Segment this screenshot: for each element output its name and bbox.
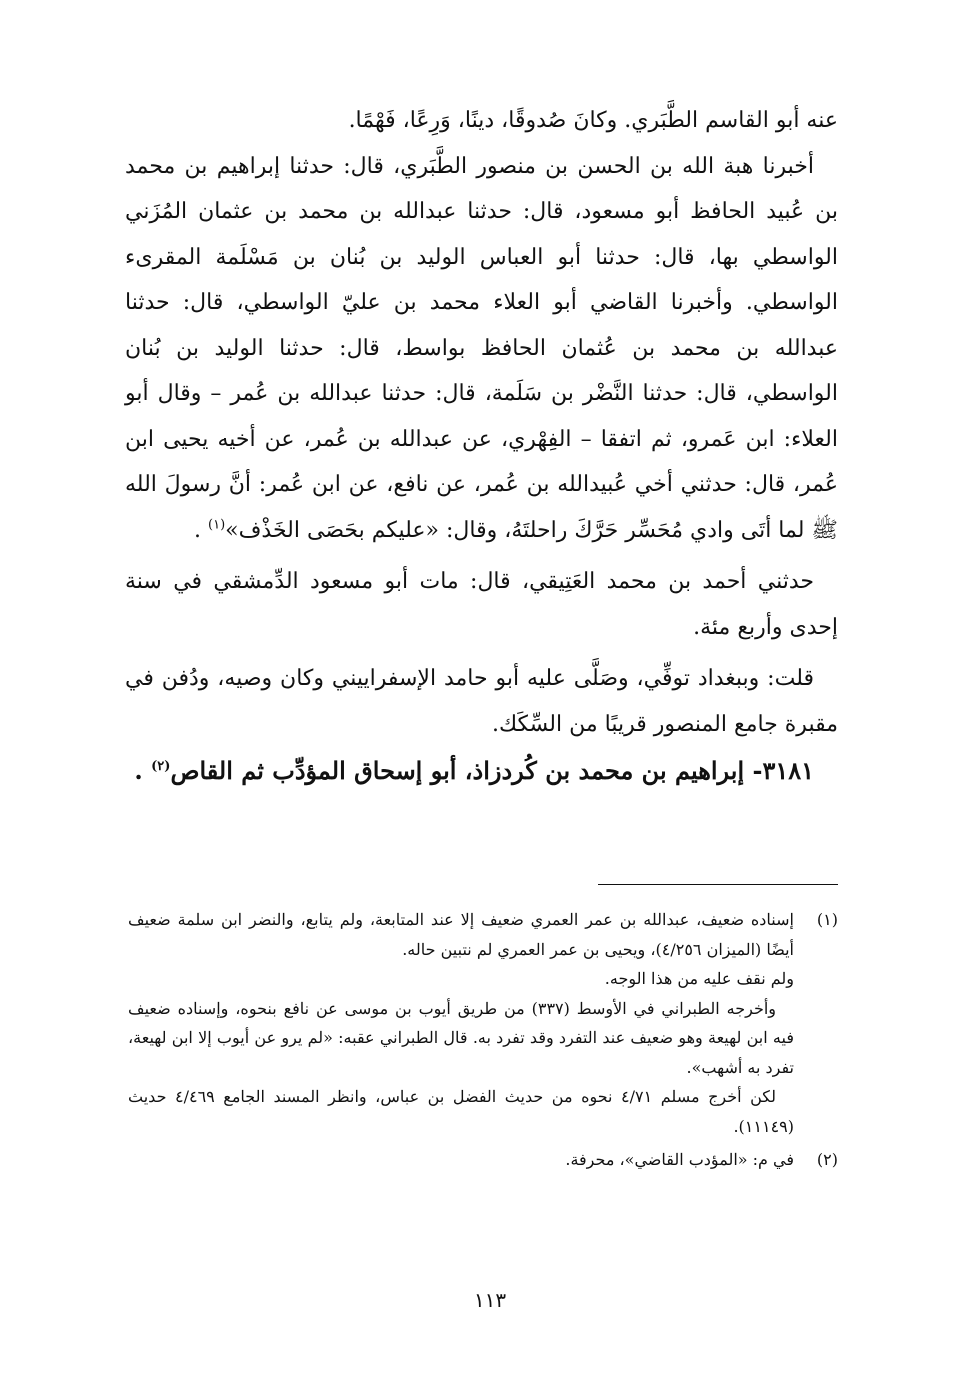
paragraph-2	[125, 144, 838, 554]
biography-entry-heading	[125, 747, 838, 795]
footnote-1	[128, 905, 838, 964]
main-text	[125, 98, 838, 795]
footnote-1-line-c: وأخرجه الطبراني في الأوسط (٣٣٧) من طريق أيوب بن موسى عن نافع بنحوه، وإسناده ضعيف فيه ابن لهيعة وهو ضعيف عند التفرد وقد تفرد به. قال الطبراني عقبه: «لم يرو عن أيوب إلا ابن لهيعة، تفرد به أشهب».	[128, 998, 794, 1077]
footnote-1-text: إسناده ضعيف، عبدالله بن عمر العمري ضعيف إلا عند المتابعة، ولم يتابع، والنضر ابن سلمة ضعيف أيضًا (الميزان ٤/٢٥٦)، ويحيى بن عمر العمري لم نتبين حاله.	[128, 910, 794, 959]
footnote-1-line-b: ولم نقف عليه من هذا الوجه.	[604, 969, 794, 988]
footnote-2-text: في م: «المؤدب القاضي»، محرفة.	[565, 1150, 794, 1169]
entry-end: .	[134, 756, 143, 785]
footnote-ref-2: (٢)	[151, 759, 171, 774]
footnote-separator	[598, 884, 838, 885]
footnote-ref-1: (١)	[208, 517, 226, 533]
footnotes	[128, 905, 838, 1175]
footnote-1-number: (١)	[816, 910, 838, 929]
paragraph-4: قلت: وببغداد توفِّي، وصَلَّى عليه أبو حامد الإسفراييني وكان وصيه، ودُفن في مقبرة جامع المنصور قريبًا من السِّكَك.	[125, 666, 838, 737]
paragraph-1: عنه أبو القاسم الطَّبَري. وكانَ صُدوقًا، دينًا، وَرِعًا، فَهْمًا.	[348, 108, 838, 133]
footnote-2-number: (٢)	[816, 1150, 838, 1169]
footnote-1-line-d: لكن أخرج مسلم ٤/٧١ نحوه من حديث الفضل بن عباس، وانظر المسند الجامع ٤/٤٦٩ حديث (١١١٤٩).	[128, 1087, 794, 1136]
paragraph-3: حدثني أحمد بن محمد العَتِيقي، قال: مات أبو مسعود الدِّمشقي في سنة إحدى وأربع مئة.	[125, 569, 838, 640]
page-number: ١١٣	[473, 1288, 507, 1312]
footnote-2	[128, 1145, 838, 1175]
entry-title: ٣١٨١- إبراهيم بن محمد بن كُردزاذ، أبو إسحاق المؤدِّب ثم القاص	[170, 756, 814, 785]
paragraph-2-text: أخبرنا هبة الله بن الحسن بن منصور الطَّبَري، قال: حدثنا إبراهيم بن محمد بن عُبيد الحافظ أبو مسعود، قال: حدثنا عبدالله بن محمد بن عثمان المُزَني الواسطي بها، قال: حدثنا أبو العباس الوليد بن بُنان بن مَسْلَمة المقرىء الواسطي. وأخبرنا القاضي أبو العلاء محمد بن عليّ الواسطي، قال: حدثنا عبدالله بن محمد بن عُثمان الحافظ بواسط، قال: حدثنا الوليد بن بُنان الواسطي، قال: حدثنا النَّضْر بن سَلَمة، قال: حدثنا عبدالله بن عُمر – وقال أبو العلاء: ابن عَمرو، ثم اتفقا – الفِهْري، عن عبدالله بن عُمر، عن أخيه يحيى ابن عُمر، قال: حدثني أخي عُبيدالله بن عُمر، عن نافع، عن ابن عُمر: أنَّ رسولَ الله ﷺ لما أتَى وادي مُحَسِّر حَرَّكَ راحلتَهُ، وقال: «عليكم بحَصَى الخَذْف»	[125, 153, 838, 543]
paragraph-2-end: .	[194, 517, 202, 543]
